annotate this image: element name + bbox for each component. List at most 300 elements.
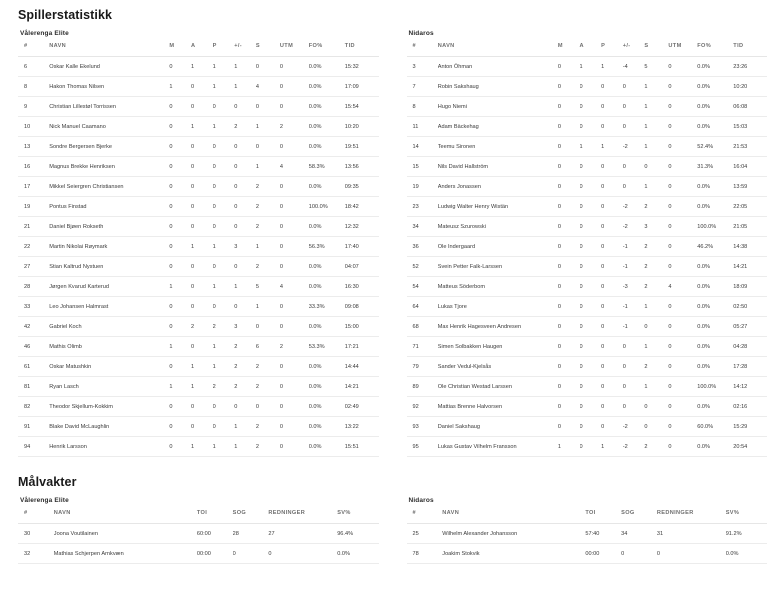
table-row[interactable] xyxy=(407,317,768,337)
cell-faceoff-pct: 0.0% xyxy=(697,77,733,97)
table-row[interactable] xyxy=(407,337,768,357)
cell-assists: 0 xyxy=(191,177,213,197)
cell-shots: 1 xyxy=(644,137,668,157)
table-row[interactable] xyxy=(18,77,379,97)
cell-faceoff-pct: 0.0% xyxy=(309,257,345,277)
cell-points: 1 xyxy=(213,77,235,97)
col-header-name[interactable]: NAVN xyxy=(54,510,197,524)
cell-shots: 2 xyxy=(644,357,668,377)
cell-penalty-minutes: 0 xyxy=(668,97,697,117)
col-header-faceoff-pct[interactable]: FO% xyxy=(309,43,345,57)
home-goalies-panel xyxy=(0,489,389,564)
cell-plusminus: -2 xyxy=(623,137,645,157)
table-row[interactable] xyxy=(407,177,768,197)
home-goalies-tbody xyxy=(18,524,379,564)
cell-number: 61 xyxy=(18,357,49,377)
cell-time: 02:16 xyxy=(733,397,767,417)
table-row[interactable] xyxy=(407,57,768,77)
cell-points: 0 xyxy=(601,377,623,397)
cell-penalty-minutes: 0 xyxy=(668,177,697,197)
page-title-skaters: Spillerstatistikk xyxy=(18,8,113,22)
col-header-saves[interactable]: REDNINGER xyxy=(268,510,337,524)
cell-number: 93 xyxy=(407,417,438,437)
cell-time: 18:42 xyxy=(345,197,379,217)
table-row[interactable] xyxy=(407,397,768,417)
cell-assists: 0 xyxy=(580,77,602,97)
cell-plusminus: 0 xyxy=(234,157,256,177)
col-header-shots-on-goal[interactable]: SOG xyxy=(621,510,657,524)
cell-assists: 1 xyxy=(191,237,213,257)
cell-player-name: Lukas Tjore xyxy=(438,297,558,317)
cell-assists: 0 xyxy=(580,97,602,117)
table-row[interactable] xyxy=(18,177,379,197)
away-goalies-thead xyxy=(407,510,768,524)
cell-assists: 0 xyxy=(580,297,602,317)
cell-faceoff-pct: 0.0% xyxy=(309,357,345,377)
cell-time: 17:40 xyxy=(345,237,379,257)
cell-assists: 1 xyxy=(191,437,213,457)
cell-time: 06:08 xyxy=(733,97,767,117)
cell-plusminus: 1 xyxy=(234,77,256,97)
col-header-penalty-minutes[interactable]: UTM xyxy=(280,43,309,57)
col-header-assists[interactable]: A xyxy=(580,43,602,57)
col-header-shots[interactable]: S xyxy=(644,43,668,57)
cell-time: 17:09 xyxy=(345,77,379,97)
cell-shots: 0 xyxy=(256,397,280,417)
cell-goals: 0 xyxy=(558,157,580,177)
cell-player-name: Stian Kaltrud Nystuen xyxy=(49,257,169,277)
col-header-toi[interactable]: TOI xyxy=(197,510,233,524)
cell-time: 15:00 xyxy=(345,317,379,337)
home-goalies-thead xyxy=(18,510,379,524)
cell-faceoff-pct: 0.0% xyxy=(309,137,345,157)
cell-number: 6 xyxy=(18,57,49,77)
home-team-name: Vålerenga Elite xyxy=(20,30,69,37)
cell-time: 04:07 xyxy=(345,257,379,277)
cell-time: 02:49 xyxy=(345,397,379,417)
cell-goals: 1 xyxy=(169,337,191,357)
cell-assists: 0 xyxy=(580,237,602,257)
cell-penalty-minutes: 0 xyxy=(668,257,697,277)
table-row[interactable] xyxy=(407,377,768,397)
cell-time: 09:35 xyxy=(345,177,379,197)
cell-plusminus: 0 xyxy=(623,117,645,137)
cell-shots: 1 xyxy=(644,337,668,357)
cell-assists: 0 xyxy=(580,337,602,357)
cell-faceoff-pct: 33.3% xyxy=(309,297,345,317)
cell-assists: 1 xyxy=(191,377,213,397)
cell-goals: 0 xyxy=(558,117,580,137)
cell-penalty-minutes: 0 xyxy=(280,237,309,257)
cell-points: 0 xyxy=(601,317,623,337)
cell-shots: 0 xyxy=(256,97,280,117)
table-row[interactable] xyxy=(18,524,379,544)
cell-faceoff-pct: 100.0% xyxy=(697,217,733,237)
cell-time: 14:38 xyxy=(733,237,767,257)
cell-penalty-minutes: 2 xyxy=(280,337,309,357)
cell-plusminus: 2 xyxy=(234,377,256,397)
cell-points: 0 xyxy=(601,197,623,217)
col-header-faceoff-pct[interactable]: FO% xyxy=(697,43,733,57)
cell-number: 82 xyxy=(18,397,49,417)
cell-saves: 0 xyxy=(657,544,726,564)
cell-assists: 0 xyxy=(191,77,213,97)
cell-faceoff-pct: 0.0% xyxy=(309,77,345,97)
cell-points: 0 xyxy=(601,177,623,197)
cell-points: 0 xyxy=(213,197,235,217)
cell-number: 32 xyxy=(18,544,54,564)
col-header-name[interactable]: NAVN xyxy=(49,43,169,57)
cell-plusminus: 1 xyxy=(234,417,256,437)
cell-faceoff-pct: 0.0% xyxy=(309,117,345,137)
cell-faceoff-pct: 0.0% xyxy=(697,177,733,197)
col-header-plusminus[interactable]: +/- xyxy=(623,43,645,57)
cell-player-name: Martin Nikolai Røymark xyxy=(49,237,169,257)
cell-plusminus: 0 xyxy=(623,157,645,177)
table-row[interactable] xyxy=(18,277,379,297)
col-header-goals[interactable]: M xyxy=(169,43,191,57)
cell-player-name: Christian Lillestøl Torrissen xyxy=(49,97,169,117)
col-header-goals[interactable]: M xyxy=(558,43,580,57)
cell-plusminus: -2 xyxy=(623,197,645,217)
cell-goals: 0 xyxy=(169,217,191,237)
cell-penalty-minutes: 0 xyxy=(668,57,697,77)
cell-plusminus: 0 xyxy=(623,377,645,397)
cell-number: 42 xyxy=(18,317,49,337)
cell-faceoff-pct: 58.3% xyxy=(309,157,345,177)
cell-goals: 0 xyxy=(558,177,580,197)
cell-number: 19 xyxy=(18,197,49,217)
table-row[interactable] xyxy=(18,237,379,257)
cell-faceoff-pct: 46.2% xyxy=(697,237,733,257)
cell-saves: 31 xyxy=(657,524,726,544)
col-header-name[interactable]: NAVN xyxy=(442,510,585,524)
cell-points: 1 xyxy=(213,277,235,297)
cell-plusminus: 2 xyxy=(234,337,256,357)
cell-goals: 0 xyxy=(558,317,580,337)
cell-points: 1 xyxy=(213,237,235,257)
cell-assists: 0 xyxy=(580,217,602,237)
cell-penalty-minutes: 0 xyxy=(280,97,309,117)
cell-player-name: Matteus Söderbom xyxy=(438,277,558,297)
cell-time: 15:54 xyxy=(345,97,379,117)
col-header-shots-on-goal[interactable]: SOG xyxy=(233,510,269,524)
col-header-points[interactable]: P xyxy=(213,43,235,57)
col-header-save-pct[interactable]: SV% xyxy=(337,510,378,524)
cell-penalty-minutes: 0 xyxy=(280,57,309,77)
cell-player-name: Anton Öhman xyxy=(438,57,558,77)
cell-faceoff-pct: 0.0% xyxy=(697,57,733,77)
table-row[interactable] xyxy=(18,377,379,397)
table-row[interactable] xyxy=(18,137,379,157)
home-skaters-panel xyxy=(0,30,389,457)
cell-shots: 2 xyxy=(256,417,280,437)
cell-penalty-minutes: 0 xyxy=(668,397,697,417)
cell-plusminus: -2 xyxy=(623,417,645,437)
table-row[interactable] xyxy=(407,524,768,544)
cell-points: 0 xyxy=(213,97,235,117)
cell-points: 1 xyxy=(601,57,623,77)
table-row[interactable] xyxy=(407,97,768,117)
cell-plusminus: -2 xyxy=(623,217,645,237)
col-header-time[interactable]: TID xyxy=(345,43,379,57)
table-row[interactable] xyxy=(18,57,379,77)
col-header-plusminus[interactable]: +/- xyxy=(234,43,256,57)
col-header-name[interactable]: NAVN xyxy=(438,43,558,57)
table-row[interactable] xyxy=(407,137,768,157)
table-row[interactable] xyxy=(18,397,379,417)
cell-plusminus: 0 xyxy=(234,217,256,237)
cell-points: 0 xyxy=(213,257,235,277)
cell-player-name: Theodor Skjellum-Kokkim xyxy=(49,397,169,417)
cell-penalty-minutes: 0 xyxy=(280,137,309,157)
cell-assists: 0 xyxy=(580,157,602,177)
cell-faceoff-pct: 0.0% xyxy=(697,257,733,277)
table-row[interactable] xyxy=(18,197,379,217)
cell-plusminus: -1 xyxy=(623,257,645,277)
cell-plusminus: 0 xyxy=(234,397,256,417)
table-row[interactable] xyxy=(407,217,768,237)
cell-player-name: Anders Jonassen xyxy=(438,177,558,197)
cell-goals: 0 xyxy=(558,137,580,157)
cell-faceoff-pct: 0.0% xyxy=(697,97,733,117)
cell-faceoff-pct: 31.3% xyxy=(697,157,733,177)
table-row[interactable] xyxy=(18,544,379,564)
cell-faceoff-pct: 52.4% xyxy=(697,137,733,157)
cell-player-name: Wilhelm Alexander Johansson xyxy=(442,524,585,544)
cell-player-name: Robin Sakshaug xyxy=(438,77,558,97)
col-header-saves[interactable]: REDNINGER xyxy=(657,510,726,524)
col-header-number[interactable]: # xyxy=(18,510,54,524)
table-row[interactable] xyxy=(407,437,768,457)
table-row[interactable] xyxy=(18,337,379,357)
cell-faceoff-pct: 0.0% xyxy=(697,357,733,377)
table-row[interactable] xyxy=(407,544,768,564)
cell-number: 52 xyxy=(407,257,438,277)
cell-assists: 0 xyxy=(580,117,602,137)
cell-plusminus: 0 xyxy=(234,97,256,117)
cell-player-name: Oskar Kalle Ekelund xyxy=(49,57,169,77)
away-skaters-panel xyxy=(389,30,777,457)
cell-number: 22 xyxy=(18,237,49,257)
cell-points: 1 xyxy=(601,437,623,457)
cell-player-name: Mattias Brenne Halvorsen xyxy=(438,397,558,417)
cell-plusminus: 0 xyxy=(623,77,645,97)
cell-player-name: Oskar Matushkin xyxy=(49,357,169,377)
cell-shots: 2 xyxy=(644,197,668,217)
table-row[interactable] xyxy=(407,117,768,137)
home-goalies-table xyxy=(18,510,379,564)
cell-penalty-minutes: 0 xyxy=(280,437,309,457)
cell-penalty-minutes: 2 xyxy=(280,117,309,137)
cell-faceoff-pct: 0.0% xyxy=(697,317,733,337)
cell-shots: 1 xyxy=(256,297,280,317)
cell-assists: 0 xyxy=(191,297,213,317)
table-row[interactable] xyxy=(407,277,768,297)
cell-time: 09:08 xyxy=(345,297,379,317)
cell-time: 10:20 xyxy=(345,117,379,137)
table-row[interactable] xyxy=(18,437,379,457)
cell-faceoff-pct: 0.0% xyxy=(309,177,345,197)
cell-number: 79 xyxy=(407,357,438,377)
cell-shots: 5 xyxy=(256,277,280,297)
cell-shots: 1 xyxy=(644,377,668,397)
cell-shots: 1 xyxy=(256,117,280,137)
cell-penalty-minutes: 0 xyxy=(668,437,697,457)
goalies-heading-wrap xyxy=(0,475,777,489)
cell-shots: 0 xyxy=(256,57,280,77)
cell-assists: 0 xyxy=(191,137,213,157)
cell-plusminus: 3 xyxy=(234,237,256,257)
cell-penalty-minutes: 4 xyxy=(280,277,309,297)
col-header-number[interactable]: # xyxy=(18,43,49,57)
cell-penalty-minutes: 0 xyxy=(668,337,697,357)
cell-shots: 2 xyxy=(256,177,280,197)
cell-number: 23 xyxy=(407,197,438,217)
page-title-goalies: Målvakter xyxy=(18,475,77,489)
cell-points: 0 xyxy=(601,397,623,417)
table-header-row xyxy=(407,43,768,57)
cell-plusminus: 2 xyxy=(234,357,256,377)
cell-shots: 2 xyxy=(256,377,280,397)
table-row[interactable] xyxy=(18,217,379,237)
cell-number: 28 xyxy=(18,277,49,297)
cell-time: 14:44 xyxy=(345,357,379,377)
table-row[interactable] xyxy=(18,297,379,317)
cell-player-name: Pontus Finstad xyxy=(49,197,169,217)
col-header-toi[interactable]: TOI xyxy=(585,510,621,524)
table-row[interactable] xyxy=(407,237,768,257)
cell-number: 15 xyxy=(407,157,438,177)
cell-time: 13:22 xyxy=(345,417,379,437)
cell-shots: 1 xyxy=(644,117,668,137)
cell-points: 0 xyxy=(213,417,235,437)
col-header-assists[interactable]: A xyxy=(191,43,213,57)
cell-points: 0 xyxy=(601,157,623,177)
cell-shots: 2 xyxy=(644,257,668,277)
cell-goals: 1 xyxy=(169,77,191,97)
cell-player-name: Sander Vedul-Kjelsås xyxy=(438,357,558,377)
cell-number: 8 xyxy=(18,77,49,97)
table-row[interactable] xyxy=(407,157,768,177)
table-row[interactable] xyxy=(407,257,768,277)
cell-penalty-minutes: 0 xyxy=(668,377,697,397)
cell-plusminus: 0 xyxy=(623,177,645,197)
col-header-points[interactable]: P xyxy=(601,43,623,57)
table-row[interactable] xyxy=(407,417,768,437)
cell-faceoff-pct: 0.0% xyxy=(697,397,733,417)
cell-time: 15:03 xyxy=(733,117,767,137)
home-skaters-tbody xyxy=(18,57,379,457)
table-row[interactable] xyxy=(407,297,768,317)
table-row[interactable] xyxy=(18,97,379,117)
cell-goals: 1 xyxy=(169,277,191,297)
cell-player-name: Adam Bäckehag xyxy=(438,117,558,137)
cell-goals: 0 xyxy=(558,417,580,437)
cell-goals: 0 xyxy=(558,297,580,317)
table-row[interactable] xyxy=(18,157,379,177)
cell-player-name: Daniel Bjøen Rokseth xyxy=(49,217,169,237)
cell-assists: 0 xyxy=(191,417,213,437)
col-header-penalty-minutes[interactable]: UTM xyxy=(668,43,697,57)
col-header-time[interactable]: TID xyxy=(733,43,767,57)
cell-goals: 0 xyxy=(169,57,191,77)
cell-points: 1 xyxy=(213,117,235,137)
col-header-number[interactable]: # xyxy=(407,510,443,524)
cell-number: 34 xyxy=(407,217,438,237)
cell-faceoff-pct: 53.3% xyxy=(309,337,345,357)
skaters-heading-wrap xyxy=(0,0,777,22)
table-header-row xyxy=(18,510,379,524)
cell-assists: 0 xyxy=(580,317,602,337)
cell-points: 1 xyxy=(213,57,235,77)
cell-goals: 0 xyxy=(169,397,191,417)
table-row[interactable] xyxy=(18,417,379,437)
cell-time: 15:32 xyxy=(345,57,379,77)
cell-assists: 0 xyxy=(191,217,213,237)
table-row[interactable] xyxy=(407,77,768,97)
cell-faceoff-pct: 0.0% xyxy=(309,317,345,337)
cell-assists: 2 xyxy=(191,317,213,337)
cell-time: 15:51 xyxy=(345,437,379,457)
cell-player-name: Mathias Schjerpen Arnkvæn xyxy=(54,544,197,564)
cell-time: 05:27 xyxy=(733,317,767,337)
away-goalies-tbody xyxy=(407,524,768,564)
table-row[interactable] xyxy=(18,117,379,137)
cell-faceoff-pct: 0.0% xyxy=(309,377,345,397)
col-header-save-pct[interactable]: SV% xyxy=(726,510,767,524)
table-row[interactable] xyxy=(18,257,379,277)
cell-toi: 57:40 xyxy=(585,524,621,544)
cell-shots: 0 xyxy=(644,417,668,437)
cell-assists: 0 xyxy=(580,277,602,297)
cell-time: 13:56 xyxy=(345,157,379,177)
cell-time: 14:21 xyxy=(345,377,379,397)
away-goalies-table xyxy=(407,510,768,564)
table-row[interactable] xyxy=(407,197,768,217)
cell-number: 27 xyxy=(18,257,49,277)
cell-number: 16 xyxy=(18,157,49,177)
cell-goals: 0 xyxy=(558,277,580,297)
col-header-shots[interactable]: S xyxy=(256,43,280,57)
cell-shots-on-goal: 0 xyxy=(621,544,657,564)
cell-plusminus: 1 xyxy=(234,57,256,77)
cell-time: 13:59 xyxy=(733,177,767,197)
cell-time: 16:04 xyxy=(733,157,767,177)
cell-time: 21:53 xyxy=(733,137,767,157)
cell-shots: 0 xyxy=(644,317,668,337)
cell-shots: 0 xyxy=(644,157,668,177)
table-row[interactable] xyxy=(407,357,768,377)
cell-goals: 0 xyxy=(558,77,580,97)
cell-shots: 1 xyxy=(256,157,280,177)
cell-goals: 0 xyxy=(558,57,580,77)
col-header-number[interactable]: # xyxy=(407,43,438,57)
cell-plusminus: 2 xyxy=(234,117,256,137)
table-row[interactable] xyxy=(18,357,379,377)
cell-penalty-minutes: 0 xyxy=(280,77,309,97)
cell-plusminus: 0 xyxy=(623,97,645,117)
cell-penalty-minutes: 0 xyxy=(668,117,697,137)
cell-player-name: Gabriel Koch xyxy=(49,317,169,337)
cell-points: 0 xyxy=(601,337,623,357)
cell-player-name: Simen Solbakken Haugen xyxy=(438,337,558,357)
cell-faceoff-pct: 0.0% xyxy=(697,117,733,137)
cell-time: 21:05 xyxy=(733,217,767,237)
cell-penalty-minutes: 4 xyxy=(668,277,697,297)
cell-points: 1 xyxy=(213,357,235,377)
table-row[interactable] xyxy=(18,317,379,337)
